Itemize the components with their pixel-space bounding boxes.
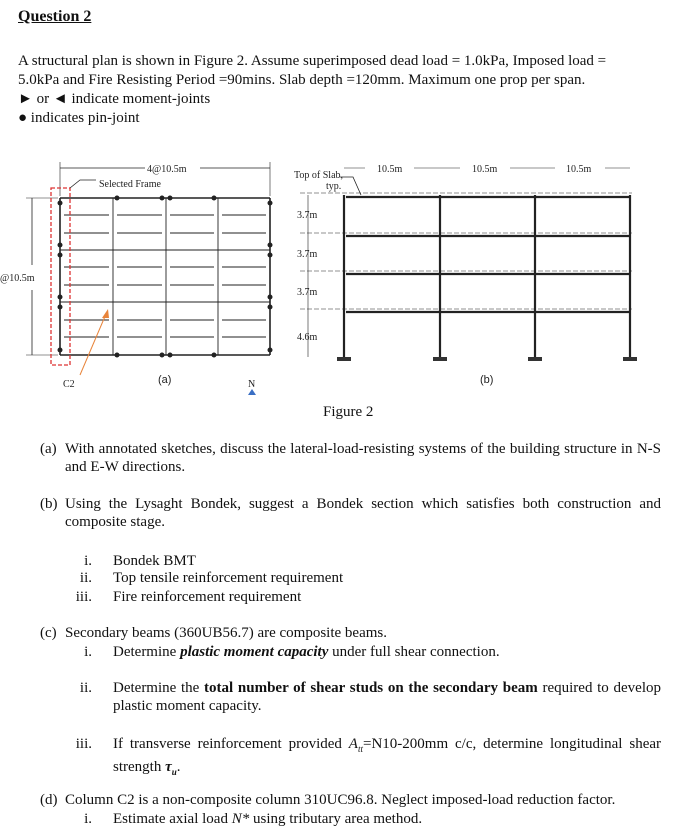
list-number: iii. <box>75 589 92 605</box>
storey-height: 4.6m <box>297 332 318 343</box>
intro-line-1: A structural plan is shown in Figure 2. Assume superimposed dead load = 1.0kPa, Imposed load = <box>18 53 607 69</box>
part-c-text: Secondary beams (360UB56.7) are composite beams. <box>65 625 387 641</box>
selected-frame-leader <box>70 180 96 188</box>
symbol: τ <box>165 759 172 775</box>
list-number: ii. <box>79 680 92 696</box>
selected-frame-label: Selected Frame <box>99 179 161 190</box>
list-item: Top tensile reinforcement requirement <box>113 570 344 586</box>
part-d-i-text <box>113 810 422 828</box>
part-d-text: Column C2 is a non-composite column 310UC96.8. Neglect imposed-load reduction factor. <box>65 792 616 808</box>
part-b-text: Using the Lysaght Bondek, suggest a Bondek section which satisfies both construction and composite stage. <box>65 496 661 530</box>
text: If transverse reinforcement provided <box>113 736 349 752</box>
top-of-slab-leader <box>340 177 361 195</box>
list-number: i. <box>84 553 92 569</box>
structural-plan <box>26 162 273 358</box>
c2-pointer-arrow <box>80 314 106 375</box>
text: . <box>176 759 181 775</box>
span-dimension: 10.5m <box>472 164 498 175</box>
text: Estimate axial load <box>113 811 232 827</box>
text: =N10-200mm c/c, determine longitudinal shear strength <box>113 736 661 775</box>
joint-markers <box>58 196 273 358</box>
text: required to develop plastic moment capacity. <box>113 680 661 714</box>
span-dimension: 10.5m <box>566 164 592 175</box>
emphasis: total number of shear studs on the secondary beam <box>204 680 538 696</box>
part-c-label: (c) <box>40 625 57 641</box>
part-c-iii-text <box>113 735 661 781</box>
plan-caption: (a) <box>158 374 172 386</box>
text: Determine <box>113 644 181 660</box>
question-title: Question 2 <box>18 8 92 25</box>
storey-height: 3.7m <box>297 210 318 221</box>
pin-joint-legend: ● indicates pin-joint <box>18 110 140 126</box>
list-number: i. <box>84 644 92 660</box>
part-d-label: (d) <box>40 792 58 808</box>
north-label: N <box>248 379 256 390</box>
subscript: u <box>171 767 177 777</box>
text: Determine the <box>113 680 205 696</box>
part-c-ii-text <box>113 679 661 715</box>
list-number: iii. <box>75 736 92 752</box>
symbol: A <box>348 736 358 752</box>
storey-height: 3.7m <box>297 287 318 298</box>
text: using tributary area method. <box>249 811 423 827</box>
top-of-slab-label-typ: typ. <box>326 181 342 192</box>
figure-title: Figure 2 <box>323 404 374 420</box>
intro-line-2: 5.0kPa and Fire Resisting Period =90mins. Slab depth =120mm. Maximum one prop per span. <box>18 72 586 88</box>
part-c-i-text <box>113 643 500 661</box>
part-a-text: With annotated sketches, discuss the lateral-load-resisting systems of the building structure in N-S and E-W directions. <box>65 441 661 475</box>
span-dimension: 10.5m <box>377 164 403 175</box>
list-item: Fire reinforcement requirement <box>113 589 302 605</box>
arrow-head-icon <box>102 309 109 318</box>
fixed-supports <box>337 357 637 361</box>
part-b-label: (b) <box>40 496 58 512</box>
plan-top-dimension: 4@10.5m <box>147 164 187 175</box>
part-a-label: (a) <box>40 441 57 457</box>
moment-joint-legend: ► or ◄ indicate moment-joints <box>18 91 211 107</box>
list-number: ii. <box>79 570 92 586</box>
storey-height: 3.7m <box>297 249 318 260</box>
frame-elevation <box>300 168 637 361</box>
list-item: Bondek BMT <box>113 553 196 569</box>
emphasis: plastic moment capacity <box>180 644 329 660</box>
plan-left-dimension: @10.5m <box>0 273 35 284</box>
list-number: i. <box>84 811 92 827</box>
elevation-caption: (b) <box>480 374 494 386</box>
text: under full shear connection. <box>328 644 500 660</box>
symbol: N* <box>231 811 250 827</box>
top-of-slab-label: Top of Slab, <box>294 170 344 181</box>
subscript: tt <box>357 744 363 754</box>
column-c2-label: C2 <box>63 379 75 390</box>
